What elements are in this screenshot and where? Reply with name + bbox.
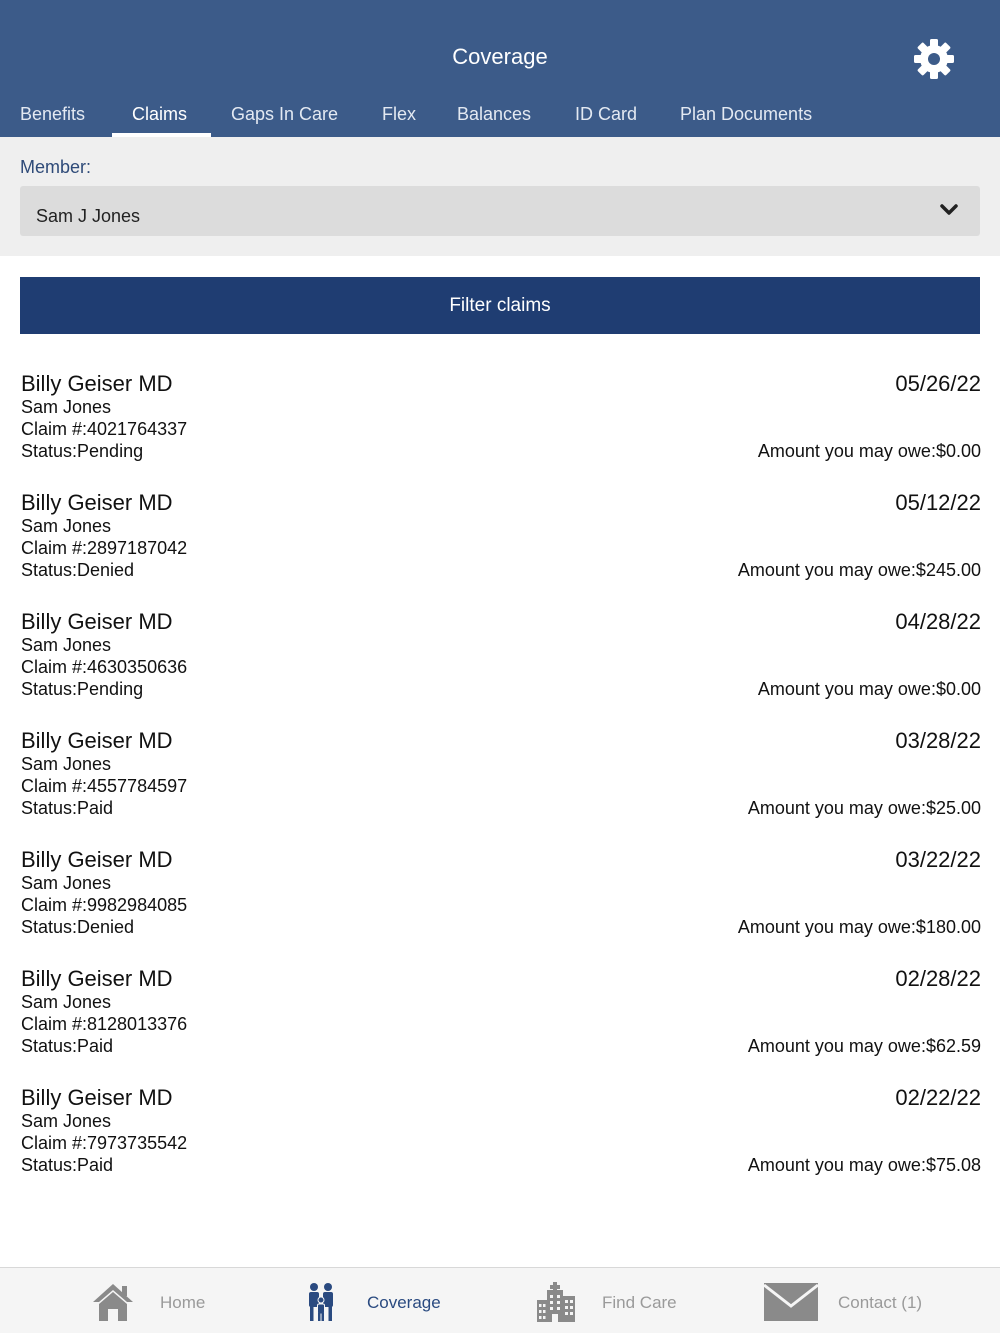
claim-date: 03/22/22 [895,847,981,872]
tab-benefits[interactable]: Benefits [20,104,86,124]
claim-number: Claim #:9982984085 [21,895,188,915]
settings-button[interactable] [912,37,956,81]
claim-date: 03/28/22 [895,728,981,753]
home-icon [92,1282,134,1322]
claim-status: Status:Pending [21,679,144,699]
claim-provider: Billy Geiser MD [21,609,173,634]
claim-amount-owed: Amount you may owe:$180.00 [737,917,981,937]
claim-item[interactable] [0,606,1000,725]
app-header [0,0,1000,137]
bottom-nav [0,1267,1000,1333]
claim-date: 05/12/22 [895,490,981,515]
claim-number: Claim #:7973735542 [21,1133,188,1153]
claim-item[interactable] [0,844,1000,963]
claim-status: Status:Paid [21,1036,114,1056]
claim-item[interactable] [0,963,1000,1082]
gear-icon [912,37,956,81]
claim-item[interactable] [0,487,1000,606]
mail-icon [763,1282,819,1322]
tab-gaps-in-care[interactable]: Gaps In Care [231,104,339,124]
claim-member: Sam Jones [21,1111,112,1131]
claim-date: 05/26/22 [895,371,981,396]
claim-member: Sam Jones [21,397,112,417]
claim-amount-owed: Amount you may owe:$62.59 [747,1036,981,1056]
nav-coverage-label: Coverage [367,1293,441,1312]
member-select[interactable] [20,186,980,236]
tab-bar [0,92,1000,137]
claim-date: 04/28/22 [895,609,981,634]
chevron-down-icon [940,204,958,216]
tab-flex[interactable]: Flex [382,104,417,124]
claim-member: Sam Jones [21,516,112,536]
claim-member: Sam Jones [21,635,112,655]
nav-coverage[interactable] [303,1268,453,1333]
claim-provider: Billy Geiser MD [21,966,173,991]
nav-contact-label: Contact (1) [838,1293,923,1312]
claim-date: 02/22/22 [895,1085,981,1110]
claim-number: Claim #:8128013376 [21,1014,188,1034]
claim-amount-owed: Amount you may owe:$25.00 [747,798,981,818]
claim-item[interactable] [0,368,1000,487]
claim-provider: Billy Geiser MD [21,847,173,872]
claim-item[interactable] [0,1082,1000,1201]
claim-number: Claim #:2897187042 [21,538,188,558]
claim-member: Sam Jones [21,754,112,774]
page-title: Coverage [452,44,548,69]
member-panel [0,137,1000,256]
tab-balances[interactable]: Balances [457,104,532,124]
nav-home[interactable] [90,1268,230,1333]
claim-status: Status:Denied [21,560,135,580]
nav-find-care-label: Find Care [602,1293,677,1312]
claim-amount-owed: Amount you may owe:$75.08 [747,1155,981,1175]
tab-id-card[interactable]: ID Card [575,104,638,124]
claim-status: Status:Paid [21,798,114,818]
claim-provider: Billy Geiser MD [21,371,173,396]
filter-claims-button[interactable]: Filter claims [20,277,980,334]
claim-number: Claim #:4630350636 [21,657,188,677]
member-selected-value: Sam J Jones [36,206,141,226]
claim-provider: Billy Geiser MD [21,1085,173,1110]
nav-home-label: Home [160,1293,206,1312]
claim-status: Status:Pending [21,441,144,461]
claim-member: Sam Jones [21,992,112,1012]
hospital-icon [535,1282,577,1322]
claim-amount-owed: Amount you may owe:$0.00 [757,441,981,461]
claim-status: Status:Paid [21,1155,114,1175]
nav-contact[interactable] [763,1268,933,1333]
claim-amount-owed: Amount you may owe:$245.00 [737,560,981,580]
claim-provider: Billy Geiser MD [21,728,173,753]
claim-member: Sam Jones [21,873,112,893]
claim-number: Claim #:4021764337 [21,419,188,439]
nav-find-care[interactable] [535,1268,685,1333]
tab-claims[interactable]: Claims [132,104,188,124]
member-label: Member: [20,157,92,177]
claims-list [0,368,1000,1201]
claim-date: 02/28/22 [895,966,981,991]
claim-provider: Billy Geiser MD [21,490,173,515]
claim-number: Claim #:4557784597 [21,776,188,796]
claim-status: Status:Denied [21,917,135,937]
claim-amount-owed: Amount you may owe:$0.00 [757,679,981,699]
claim-item[interactable] [0,725,1000,844]
family-icon [305,1282,337,1322]
tab-plan-documents[interactable]: Plan Documents [680,104,813,124]
